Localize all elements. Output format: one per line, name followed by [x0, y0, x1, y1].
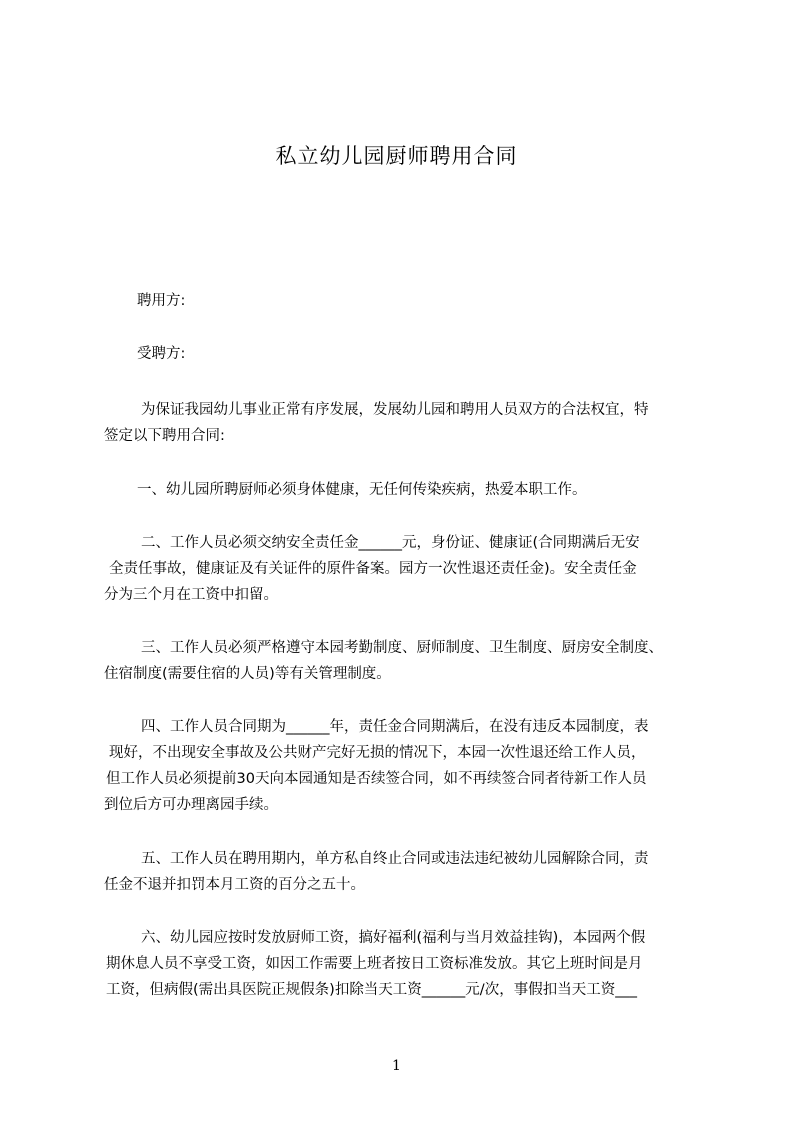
paragraph-line: 全责任事故，健康证及有关证件的原件备案。园方一次性退还责任金)。安全责任金: [109, 561, 637, 577]
paragraph-line: 分为三个月在工资中扣留。: [104, 587, 278, 603]
paragraph-line: 二、工作人员必须交纳安全责任金______元，身份证、健康证(合同期满后无安: [141, 535, 640, 551]
paragraph-line: 但工作人员必须提前30天向本园通知是否续签合同，如不再续签合同者待新工作人员: [106, 771, 647, 787]
page-number: 1: [392, 1058, 401, 1074]
paragraph-line: 任金不退并扣罚本月工资的百分之五十。: [104, 877, 365, 893]
paragraph-line: 六、幼儿园应按时发放厨师工资，搞好福利(福利与当月效益挂钩)，本园两个假: [141, 930, 646, 946]
employee-label: 受聘方:: [137, 346, 186, 362]
paragraph-line: 期休息人员不享受工资，如因工作需要上班者按日工资标准发放。其它上班时间是月: [106, 956, 643, 972]
paragraph-line: 签定以下聘用合同:: [104, 428, 225, 444]
paragraph-line: 现好，不出现安全事故及公共财产完好无损的情况下，本园一次性退还给工作人员，: [109, 745, 646, 761]
paragraph-line: 四、工作人员合同期为______年，责任金合同期满后，在没有违反本园制度，表: [141, 719, 649, 735]
paragraph-line: 三、工作人员必须严格遵守本园考勤制度、厨师制度、卫生制度、厨房安全制度、: [141, 640, 663, 656]
document-title: 私立幼儿园厨师聘用合同: [275, 144, 518, 168]
paragraph-line: 为保证我园幼儿事业正常有序发展，发展幼儿园和聘用人员双方的合法权宜，特: [141, 402, 649, 418]
paragraph-line: 五、工作人员在聘用期内，单方私自终止合同或违法违纪被幼儿园解除合同，责: [141, 851, 649, 867]
paragraph-line: 工资，但病假(需出具医院正规假条)扣除当天工资______元/次，事假扣当天工资___: [106, 982, 637, 998]
hirer-label: 聘用方:: [137, 293, 186, 309]
paragraph-line: 到位后方可办理离园手续。: [104, 797, 278, 813]
paragraph-line: 住宿制度(需要住宿的人员)等有关管理制度。: [104, 666, 391, 682]
paragraph-line: 一、幼儿园所聘厨师必须身体健康，无任何传染疾病，热爱本职工作。: [137, 482, 587, 498]
